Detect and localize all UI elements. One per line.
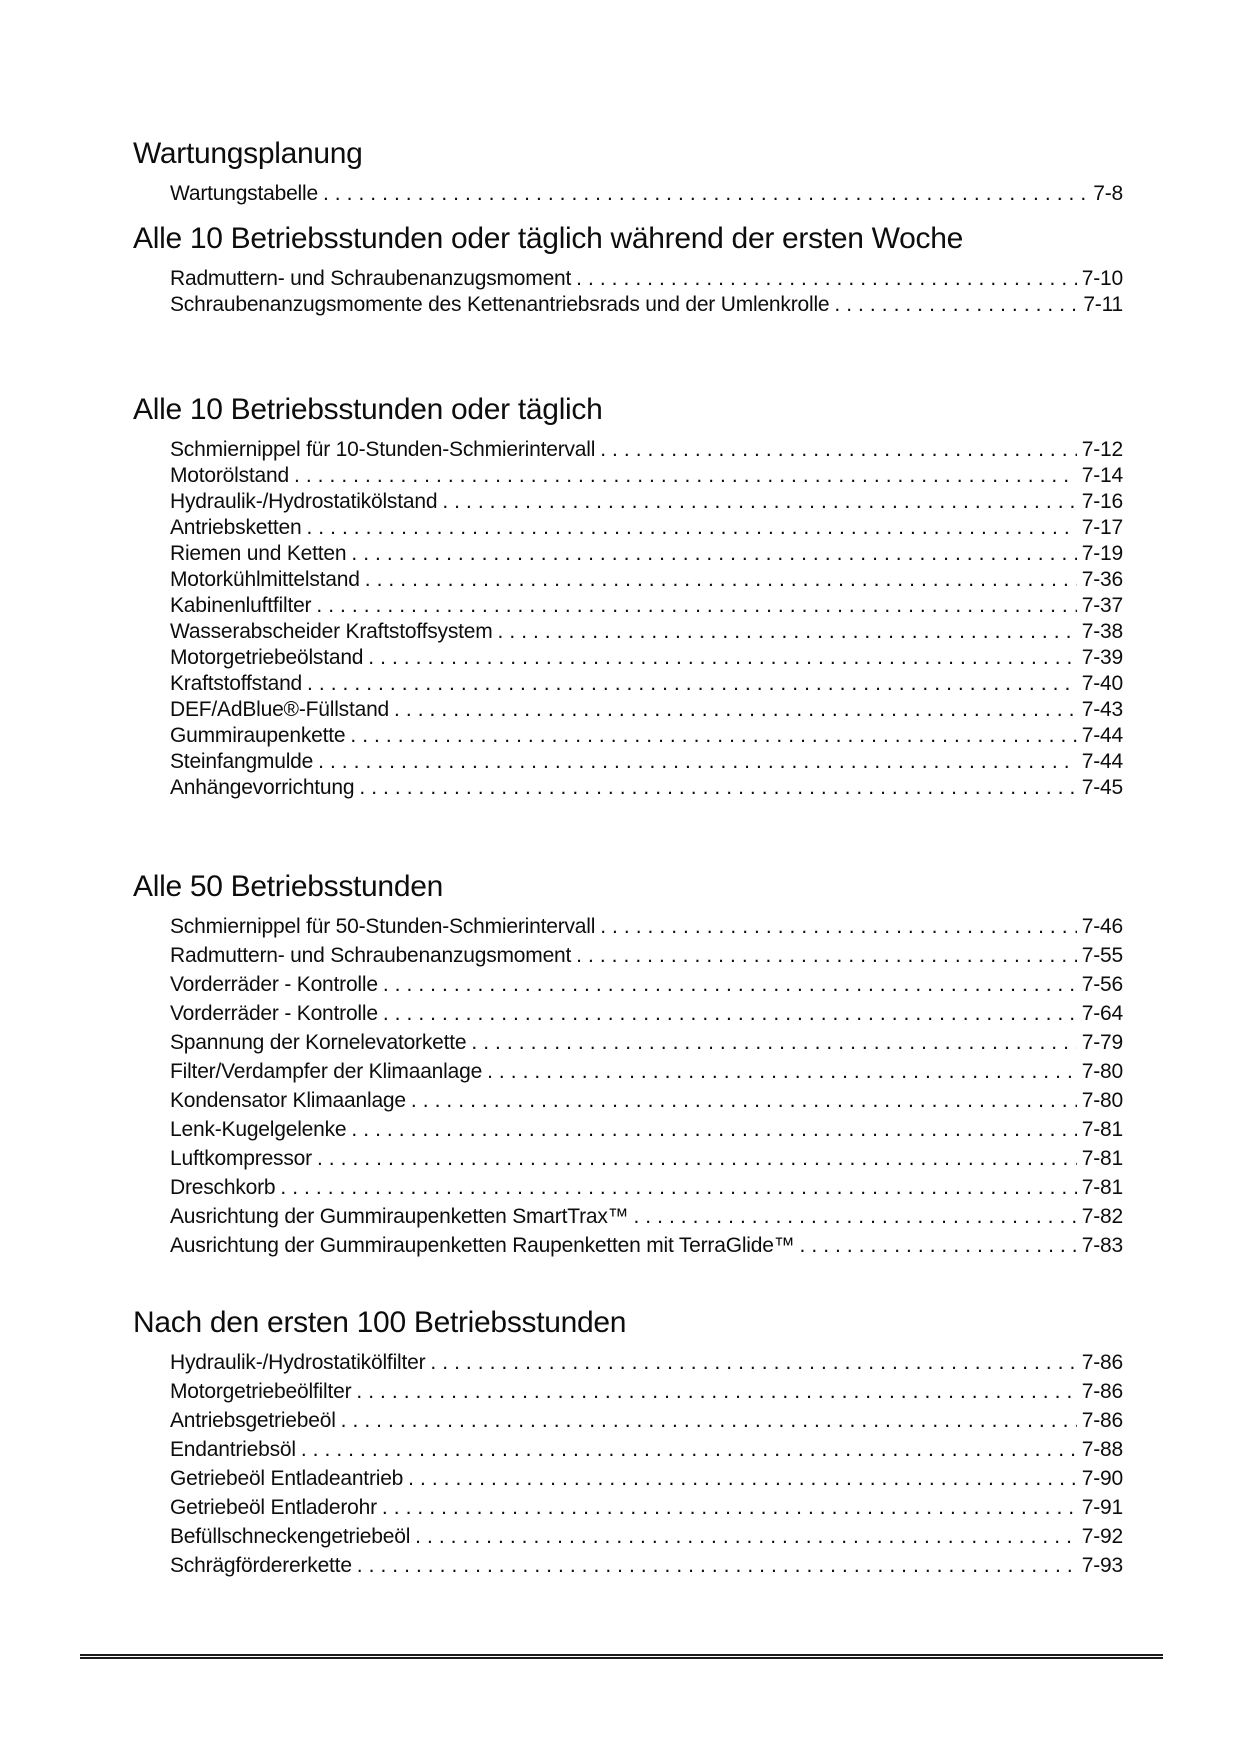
toc-entry[interactable] (170, 463, 1123, 489)
entry-page-number: 7-43 (1081, 698, 1123, 721)
entry-label: Hydraulik-/Hydrostatikölstand (170, 490, 438, 513)
entry-label: Vorderräder - Kontrolle (170, 1002, 378, 1025)
entry-label: Antriebsgetriebeöl (170, 1409, 336, 1432)
toc-entry[interactable] (170, 567, 1123, 593)
toc-entry[interactable] (170, 619, 1123, 645)
dot-leader (350, 723, 1076, 749)
entry-label: Wartungstabelle (170, 182, 318, 205)
toc-entry[interactable] (170, 1524, 1123, 1550)
entry-page-number: 7-81 (1081, 1118, 1123, 1141)
entry-label: Getriebeöl Entladeantrieb (170, 1467, 404, 1490)
entry-label: Dreschkorb (170, 1176, 276, 1199)
toc-entry[interactable] (170, 1233, 1123, 1259)
dot-leader (600, 437, 1077, 463)
dot-leader (382, 1495, 1077, 1521)
entry-label: Schmiernippel für 50-Stunden-Schmierintervall (170, 915, 596, 938)
entry-page-number: 7-17 (1081, 516, 1123, 539)
entry-page-number: 7-81 (1081, 1176, 1123, 1199)
toc-entry[interactable] (170, 515, 1123, 541)
entry-page-number: 7-37 (1081, 594, 1123, 617)
entry-label: Spannung der Kornelevatorkette (170, 1031, 467, 1054)
entry-page-number: 7-8 (1093, 182, 1123, 205)
entry-label: Schraubenanzugsmomente des Kettenantriebsrads und der Umlenkrolle (170, 293, 830, 316)
entry-label: DEF/AdBlue®-Füllstand (170, 698, 390, 721)
toc-entry[interactable] (170, 1204, 1123, 1230)
entry-label: Gummiraupenkette (170, 724, 346, 747)
toc-entry[interactable] (170, 1146, 1123, 1172)
dot-leader (487, 1059, 1077, 1085)
entry-label: Steinfangmulde (170, 750, 314, 773)
dot-leader (383, 972, 1077, 998)
toc-entry[interactable] (170, 1117, 1123, 1143)
entry-page-number: 7-10 (1081, 267, 1123, 290)
toc (133, 136, 1123, 1582)
entry-label: Wasserabscheider Kraftstoffsystem (170, 620, 493, 643)
entry-label: Hydraulik-/Hydrostatikölfilter (170, 1351, 426, 1374)
entry-page-number: 7-86 (1081, 1351, 1123, 1374)
entry-page-number: 7-39 (1081, 646, 1123, 669)
entry-label: Kabinenluftfilter (170, 594, 312, 617)
toc-entry[interactable] (170, 1466, 1123, 1492)
dot-leader (317, 1146, 1077, 1172)
entry-page-number: 7-45 (1081, 776, 1123, 799)
toc-entry[interactable] (170, 1350, 1123, 1376)
entry-label: Anhängevorrichtung (170, 776, 355, 799)
entry-label: Riemen und Ketten (170, 542, 347, 565)
dot-leader (294, 463, 1077, 489)
entry-label: Antriebsketten (170, 516, 302, 539)
dot-leader (633, 1204, 1076, 1230)
toc-entry[interactable] (170, 1059, 1123, 1085)
toc-entry[interactable] (170, 1088, 1123, 1114)
entry-label: Kraftstoffstand (170, 672, 303, 695)
dot-leader (316, 593, 1076, 619)
section-heading: Wartungsplanung (133, 137, 363, 170)
entry-label: Vorderräder - Kontrolle (170, 973, 378, 996)
toc-entry[interactable] (170, 181, 1123, 207)
entry-label: Motorgetriebeölstand (170, 646, 364, 669)
dot-leader (600, 914, 1077, 940)
entry-label: Endantriebsöl (170, 1438, 296, 1461)
dot-leader (415, 1524, 1077, 1550)
toc-entry[interactable] (170, 914, 1123, 940)
dot-leader (471, 1030, 1076, 1056)
entry-page-number: 7-46 (1081, 915, 1123, 938)
entry-label: Getriebeöl Entladerohr (170, 1496, 377, 1519)
entry-page-number: 7-44 (1081, 724, 1123, 747)
toc-entry[interactable] (170, 1175, 1123, 1201)
entry-label: Ausrichtung der Gummiraupenketten SmartTrax™ (170, 1205, 629, 1228)
entry-page-number: 7-91 (1081, 1496, 1123, 1519)
dot-leader (834, 292, 1078, 318)
entry-page-number: 7-55 (1081, 944, 1123, 967)
toc-entry[interactable] (170, 1379, 1123, 1405)
entry-label: Kondensator Klimaanlage (170, 1089, 406, 1112)
section-heading: Alle 10 Betriebsstunden oder täglich (133, 393, 603, 426)
entry-page-number: 7-19 (1081, 542, 1123, 565)
toc-entry[interactable] (170, 775, 1123, 801)
toc-entry[interactable] (170, 489, 1123, 515)
toc-entry[interactable] (170, 266, 1123, 292)
dot-leader (280, 1175, 1076, 1201)
entry-label: Filter/Verdampfer der Klimaanlage (170, 1060, 483, 1083)
toc-section-1 (133, 136, 1123, 207)
toc-entry[interactable] (170, 437, 1123, 463)
toc-entry[interactable] (170, 292, 1123, 318)
section-heading: Alle 50 Betriebsstunden (133, 870, 443, 903)
entry-label: Lenk-Kugelgelenke (170, 1118, 347, 1141)
entry-label: Schmiernippel für 10-Stunden-Schmierintervall (170, 438, 596, 461)
dot-leader (383, 1001, 1077, 1027)
dot-leader (318, 749, 1077, 775)
entry-label: Radmuttern- und Schraubenanzugsmoment (170, 944, 572, 967)
toc-entry[interactable] (170, 1030, 1123, 1056)
dot-leader (576, 943, 1077, 969)
dot-leader (359, 775, 1076, 801)
entry-page-number: 7-82 (1081, 1205, 1123, 1228)
entry-label: Luftkompressor (170, 1147, 312, 1170)
section-heading: Nach den ersten 100 Betriebsstunden (133, 1306, 627, 1339)
dot-leader (306, 515, 1076, 541)
dot-leader (357, 1553, 1077, 1579)
toc-entry[interactable] (170, 1001, 1123, 1027)
dot-leader (411, 1088, 1077, 1114)
entry-page-number: 7-83 (1081, 1234, 1123, 1257)
entry-page-number: 7-64 (1081, 1002, 1123, 1025)
toc-entry[interactable] (170, 593, 1123, 619)
dot-leader (368, 645, 1076, 671)
entry-page-number: 7-93 (1081, 1554, 1123, 1577)
entry-label: Schrägfördererkette (170, 1554, 352, 1577)
entry-page-number: 7-92 (1081, 1525, 1123, 1548)
entry-label: Motorkühlmittelstand (170, 568, 360, 591)
entry-page-number: 7-81 (1081, 1147, 1123, 1170)
toc-section-2 (133, 221, 1123, 318)
dot-leader (301, 1437, 1077, 1463)
toc-entry[interactable] (170, 1553, 1123, 1579)
entry-label: Motorölstand (170, 464, 289, 487)
entry-page-number: 7-79 (1081, 1031, 1123, 1054)
toc-entry[interactable] (170, 943, 1123, 969)
toc-entry[interactable] (170, 671, 1123, 697)
dot-leader (341, 1408, 1077, 1434)
toc-entry[interactable] (170, 1437, 1123, 1463)
toc-section-5 (133, 1305, 1123, 1579)
dot-leader (394, 697, 1077, 723)
dot-leader (800, 1233, 1077, 1259)
entry-page-number: 7-90 (1081, 1467, 1123, 1490)
entry-page-number: 7-36 (1081, 568, 1123, 591)
dot-leader (498, 619, 1077, 645)
entry-page-number: 7-56 (1081, 973, 1123, 996)
entry-label: Radmuttern- und Schraubenanzugsmoment (170, 267, 572, 290)
entry-page-number: 7-38 (1081, 620, 1123, 643)
entry-page-number: 7-16 (1081, 490, 1123, 513)
dot-leader (408, 1466, 1077, 1492)
footer-rule (80, 1654, 1163, 1659)
entry-page-number: 7-12 (1081, 438, 1123, 461)
entry-page-number: 7-80 (1081, 1060, 1123, 1083)
toc-entry[interactable] (170, 972, 1123, 998)
entry-page-number: 7-44 (1081, 750, 1123, 773)
entry-page-number: 7-86 (1081, 1409, 1123, 1432)
dot-leader (576, 266, 1077, 292)
entry-label: Ausrichtung der Gummiraupenketten Raupenketten mit TerraGlide™ (170, 1234, 795, 1257)
toc-entry[interactable] (170, 645, 1123, 671)
toc-entry[interactable] (170, 749, 1123, 775)
section-heading: Alle 10 Betriebsstunden oder täglich während der ersten Woche (133, 222, 963, 255)
dot-leader (323, 181, 1088, 207)
entry-label: Befüllschneckengetriebeöl (170, 1525, 411, 1548)
toc-entry[interactable] (170, 723, 1123, 749)
dot-leader (351, 1117, 1076, 1143)
dot-leader (442, 489, 1076, 515)
entry-page-number: 7-86 (1081, 1380, 1123, 1403)
entry-label: Motorgetriebeölfilter (170, 1380, 352, 1403)
toc-entry[interactable] (170, 1408, 1123, 1434)
entry-page-number: 7-80 (1081, 1089, 1123, 1112)
dot-leader (365, 567, 1077, 593)
toc-section-3 (133, 392, 1123, 801)
entry-page-number: 7-40 (1081, 672, 1123, 695)
toc-entry[interactable] (170, 541, 1123, 567)
entry-page-number: 7-14 (1081, 464, 1123, 487)
dot-leader (351, 541, 1076, 567)
entry-page-number: 7-88 (1081, 1438, 1123, 1461)
dot-leader (307, 671, 1077, 697)
toc-section-4 (133, 869, 1123, 1259)
entry-page-number: 7-11 (1083, 293, 1123, 316)
toc-entry[interactable] (170, 697, 1123, 723)
dot-leader (430, 1350, 1076, 1376)
dot-leader (356, 1379, 1076, 1405)
toc-entry[interactable] (170, 1495, 1123, 1521)
